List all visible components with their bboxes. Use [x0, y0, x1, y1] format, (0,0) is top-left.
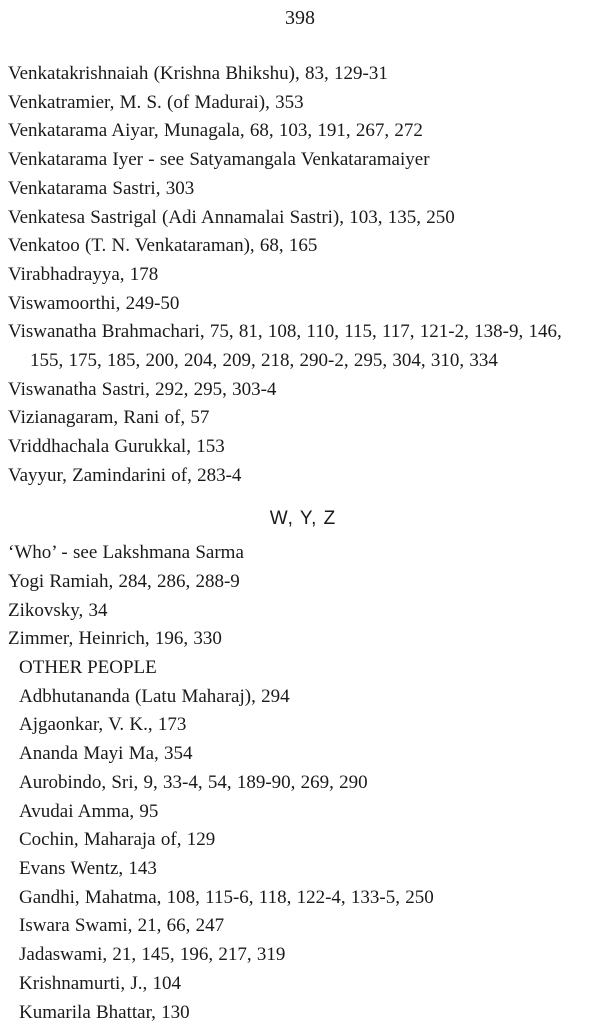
index-entry: Aurobindo, Sri, 9, 33-4, 54, 189-90, 269, 290 — [8, 769, 598, 798]
sub-heading: OTHER PEOPLE — [8, 654, 598, 683]
index-entry: Virabhadrayya, 178 — [8, 261, 598, 290]
index-list — [8, 60, 598, 1027]
index-entry: Vizianagaram, Rani of, 57 — [8, 404, 598, 433]
index-entry: Avudai Amma, 95 — [8, 798, 598, 827]
index-entry: Vriddhachala Gurukkal, 153 — [8, 433, 598, 462]
index-entry: Yogi Ramiah, 284, 286, 288-9 — [8, 568, 598, 597]
index-entry: Gandhi, Mahatma, 108, 115-6, 118, 122-4, 133-5, 250 — [8, 884, 598, 913]
index-entry: Krishnamurti, J., 104 — [8, 970, 598, 999]
index-entry: Venkatakrishnaiah (Krishna Bhikshu), 83, 129-31 — [8, 60, 598, 89]
index-entry: Ajgaonkar, V. K., 173 — [8, 711, 598, 740]
index-entry: Viswanatha Brahmachari, 75, 81, 108, 110, 115, 117, 121-2, 138-9, 146, 155, 175, 185, 200, 204, 209, 218, 290-2, 295, 304, 310, 334 — [8, 318, 598, 375]
index-entry: ‘Who’ - see Lakshmana Sarma — [8, 539, 598, 568]
page-number: 398 — [0, 6, 600, 30]
section-heading: W, Y, Z — [8, 505, 598, 534]
index-entry: Viswamoorthi, 249-50 — [8, 290, 598, 319]
index-entry: Cochin, Maharaja of, 129 — [8, 826, 598, 855]
index-entry: Vayyur, Zamindarini of, 283-4 — [8, 462, 598, 491]
index-entry: Jadaswami, 21, 145, 196, 217, 319 — [8, 941, 598, 970]
index-entry: Zimmer, Heinrich, 196, 330 — [8, 625, 598, 654]
index-entry: Viswanatha Sastri, 292, 295, 303-4 — [8, 376, 598, 405]
index-entry: Iswara Swami, 21, 66, 247 — [8, 912, 598, 941]
index-entry: Venkatarama Iyer - see Satyamangala Venkataramaiyer — [8, 146, 598, 175]
index-entry: Zikovsky, 34 — [8, 597, 598, 626]
index-entry: Venkatramier, M. S. (of Madurai), 353 — [8, 89, 598, 118]
index-entry: Venkatoo (T. N. Venkataraman), 68, 165 — [8, 232, 598, 261]
index-entry: Evans Wentz, 143 — [8, 855, 598, 884]
index-entry: Venkatesa Sastrigal (Adi Annamalai Sastri), 103, 135, 250 — [8, 204, 598, 233]
index-entry: Adbhutananda (Latu Maharaj), 294 — [8, 683, 598, 712]
index-entry: Venkatarama Sastri, 303 — [8, 175, 598, 204]
index-entry: Kumarila Bhattar, 130 — [8, 999, 598, 1027]
index-entry: Venkatarama Aiyar, Munagala, 68, 103, 191, 267, 272 — [8, 117, 598, 146]
other-people-list — [8, 683, 598, 1027]
index-entry: Ananda Mayi Ma, 354 — [8, 740, 598, 769]
